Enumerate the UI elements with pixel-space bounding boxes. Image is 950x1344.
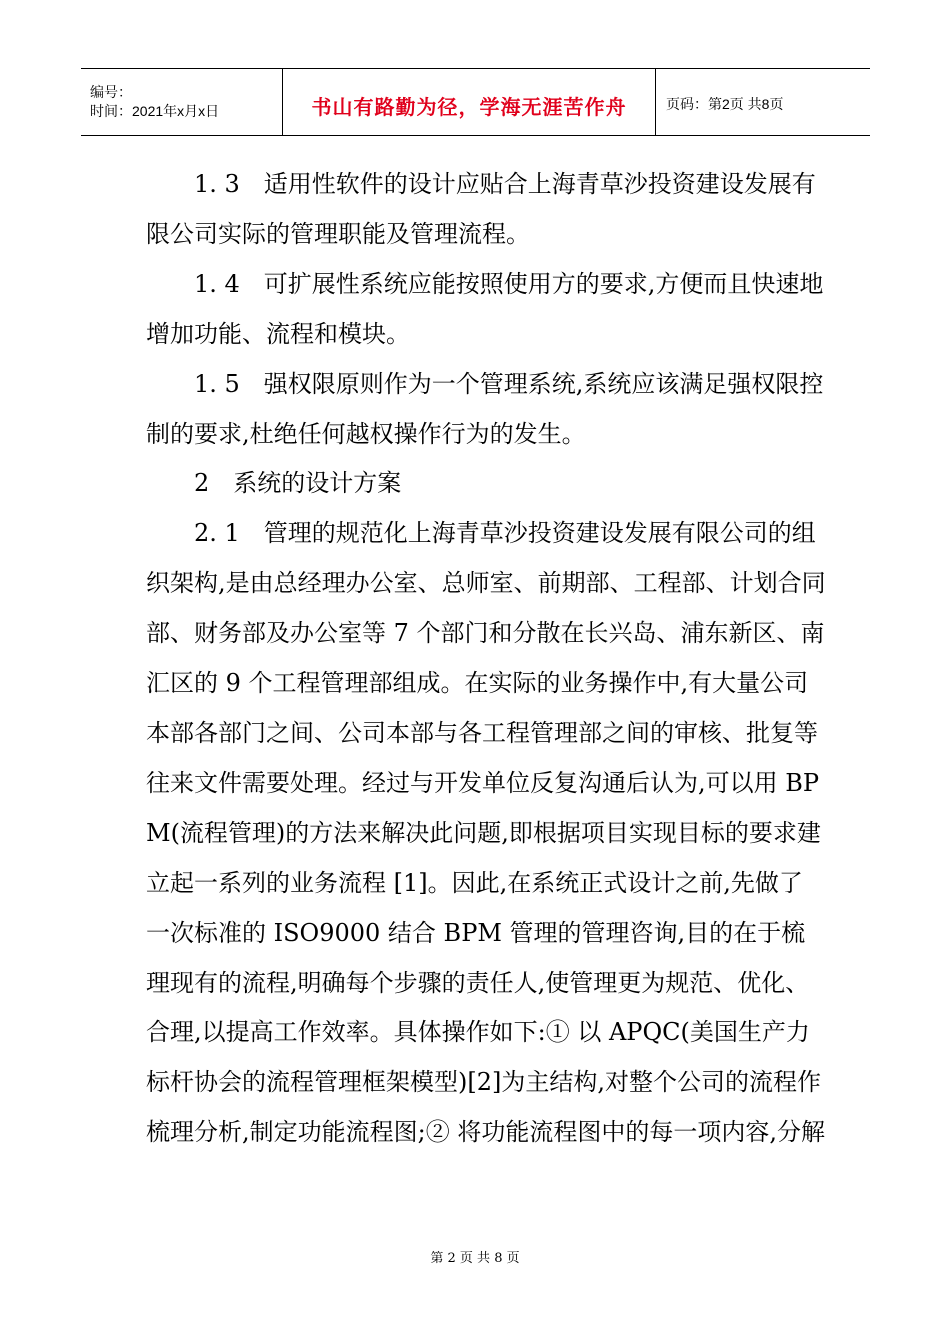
document-time-label: 时间：2021年x月x日	[90, 103, 220, 119]
paragraph-1-5: 1. 5 强权限原则作为一个管理系统,系统应该满足强权限控制的要求,杜绝任何越权操作行为的发生。	[146, 369, 824, 448]
header-page-cell	[656, 69, 870, 135]
header-motto: 书山有路勤为径，学海无涯苦作舟	[311, 94, 627, 119]
paragraph-2-1: 2. 1 管理的规范化上海青草沙投资建设发展有限公司的组织架构,是由总经理办公室、总师室、前期部、工程部、计划合同部、财务部及办公室等 7 个部门和分散在长兴岛、浦东新区、南汇区的 9 个工程管理部组成。在实际的业务操作中,有大量公司本部各部门之间、公司本部与各工程管理部之间的审核、批复等往来文件需要处理。经过与开发单位反复沟通后认为,可以用 BPM(流程管理)的方法来解决此问题,即根据项目实现目标的要求建立起一系列的业务流程 [1]。因此,在系统正式设计之前,先做了一次标准的 ISO9000 结合 BPM 管理的管理咨询,目的在于梳理现有的流程,明确每个步骤的责任人,使管理更为规范、优化、合理,以提高工作效率。具体操作如下:① 以 APQC(美国生产力标杆协会的流程管理框架模型)[2]为主结构,对整个公司的流程作梳理分析,制定功能流程图;② 将功能流程图中的每一项内容,分解	[146, 519, 826, 1147]
paragraph-1-3: 1. 3 适用性软件的设计应贴合上海青草沙投资建设发展有限公司实际的管理职能及管理流程。	[146, 170, 816, 248]
document-body	[146, 160, 826, 1158]
header-page-number: 页码：第2页 共8页	[666, 96, 784, 112]
paragraph-1-4: 1. 4 可扩展性系统应能按照使用方的要求,方便而且快速地增加功能、流程和模块。	[146, 269, 824, 348]
document-number-label: 编号：	[90, 84, 132, 100]
page-header	[81, 68, 870, 136]
section-heading-2: 2 系统的设计方案	[194, 469, 402, 498]
page-footer: 第 2 页 共 8 页	[430, 1251, 520, 1266]
header-motto-cell	[283, 69, 656, 135]
header-meta	[81, 69, 283, 135]
